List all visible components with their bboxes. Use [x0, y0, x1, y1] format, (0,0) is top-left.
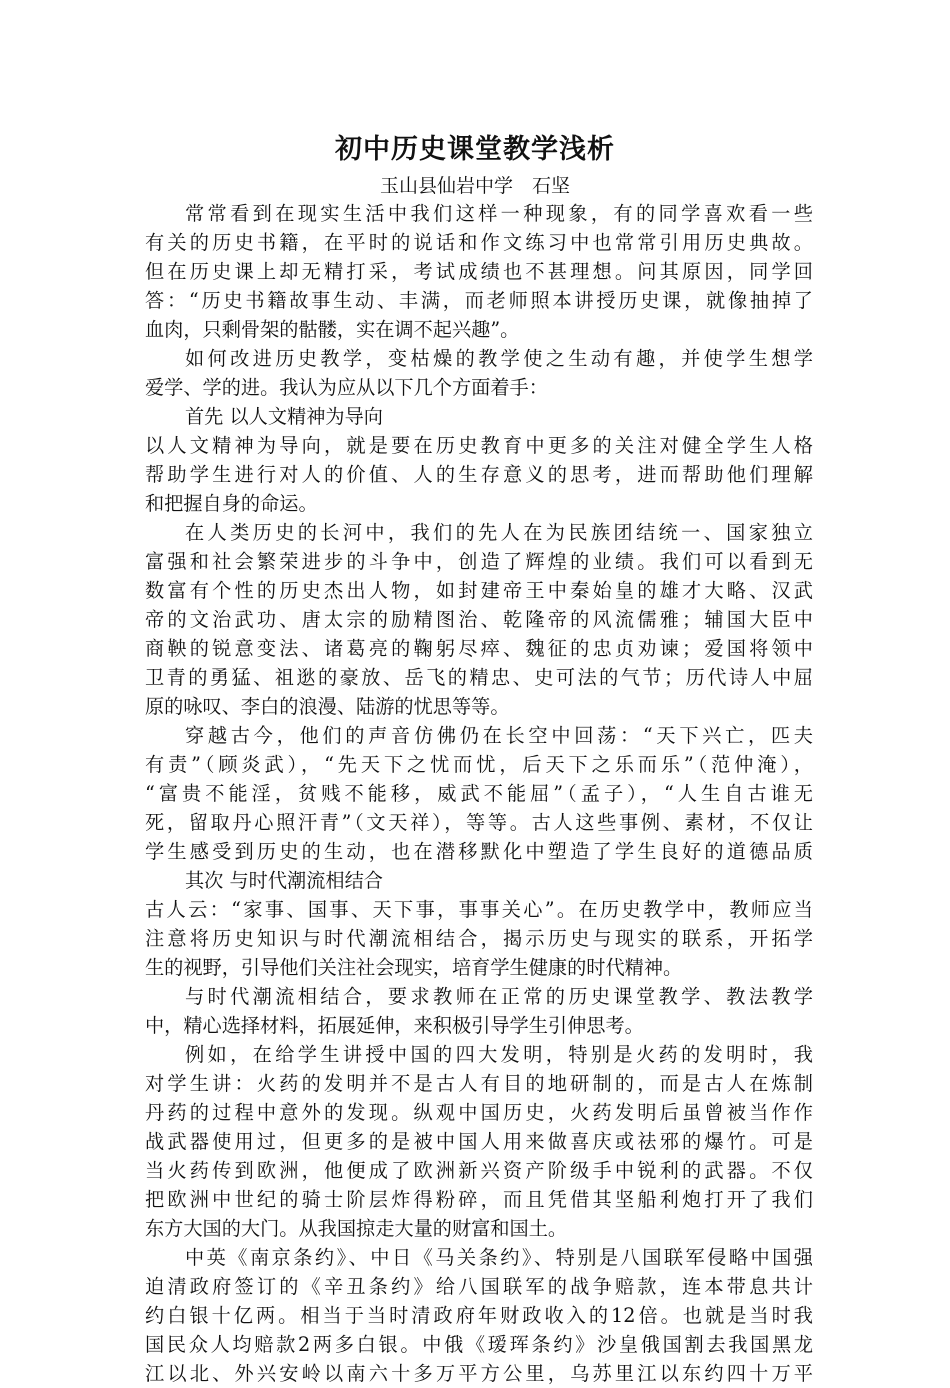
text-line: “富贵不能淫，贫贱不能移，威武不能屈”（孟子），“人生自古谁无 — [145, 782, 813, 805]
text-line: 和把握自身的命运。 — [145, 492, 318, 515]
document-body — [145, 199, 813, 1388]
text-line: 爱学、学的进。我认为应从以下几个方面着手： — [145, 376, 548, 399]
text-line: 东方大国的大门。从我国掠走大量的财富和国土。 — [145, 1217, 568, 1240]
text-line: 在人类历史的长河中，我们的先人在为民族团结统一、国家独立 — [185, 521, 813, 544]
text-line: 穿越古今，他们的声音仿佛仍在长空中回荡：“天下兴亡，匹夫 — [185, 724, 813, 747]
text-line: 约白银十亿两。相当于当时清政府年财政收入的12倍。也就是当时我 — [145, 1304, 813, 1327]
text-line: 有关的历史书籍，在平时的说话和作文练习中也常常引用历史典故。 — [145, 231, 813, 254]
text-line: 注意将历史知识与时代潮流相结合，揭示历史与现实的联系，开拓学 — [145, 927, 813, 950]
text-line: 常常看到在现实生活中我们这样一种现象，有的同学喜欢看一些 — [185, 202, 813, 225]
text-line: 中，精心选择材料，拓展延伸，来积极引导学生引伸思考。 — [145, 1014, 644, 1037]
author-byline: 玉山县仙岩中学 石坚 — [379, 175, 570, 197]
text-line: 血肉，只剩骨架的骷髅，实在调不起兴趣”。 — [145, 318, 520, 341]
text-line: 答：“历史书籍故事生动、丰满，而老师照本讲授历史课，就像抽掉了 — [145, 289, 813, 312]
text-line: 但在历史课上却无精打采，考试成绩也不甚理想。问其原因，同学回 — [145, 260, 813, 283]
text-line: 帮助学生进行对人的价值、人的生存意义的思考，进而帮助他们理解 — [145, 463, 813, 486]
text-line: 数富有个性的历史杰出人物，如封建帝王中秦始皇的雄才大略、汉武 — [145, 579, 813, 602]
text-line: 江以北、外兴安岭以南六十多万平方公里，乌苏里江以东约四十万平 — [145, 1362, 813, 1385]
text-line: 例如，在给学生讲授中国的四大发明，特别是火药的发明时，我 — [185, 1043, 813, 1066]
text-line: 帝的文治武功、唐太宗的励精图治、乾隆帝的风流儒雅；辅国大臣中 — [145, 608, 813, 631]
text-line: 中英《南京条约》、中日《马关条约》、特别是八国联军侵略中国强 — [185, 1246, 813, 1269]
text-line: 原的咏叹、李白的浪漫、陆游的忧思等等。 — [145, 695, 510, 718]
text-line: 学生感受到历史的生动，也在潜移默化中塑造了学生良好的道德品质 — [145, 840, 813, 863]
text-line: 战武器使用过，但更多的是被中国人用来做喜庆或祛邪的爆竹。可是 — [145, 1130, 813, 1153]
text-line: 国民众人均赔款2两多白银。中俄《瑷珲条约》沙皇俄国割去我国黑龙 — [145, 1333, 813, 1356]
section-heading: 首先 以人文精神为导向 — [185, 405, 383, 428]
text-line: 富强和社会繁荣进步的斗争中，创造了辉煌的业绩。我们可以看到无 — [145, 550, 813, 573]
text-line: 有责”（顾炎武），“先天下之忧而忧，后天下之乐而乐”（范仲淹）， — [145, 753, 813, 776]
text-line: 迫清政府签订的《辛丑条约》给八国联军的战争赔款，连本带息共计 — [145, 1275, 813, 1298]
text-line: 对学生讲：火药的发明并不是古人有目的地研制的，而是古人在炼制 — [145, 1072, 813, 1095]
text-line: 死，留取丹心照汗青”（文天祥），等等。古人这些事例、素材，不仅让 — [145, 811, 813, 834]
text-line: 以人文精神为导向，就是要在历史教育中更多的关注对健全学生人格 — [145, 434, 813, 457]
text-line: 古人云：“家事、国事、天下事，事事关心”。在历史教学中，教师应当 — [145, 898, 813, 921]
text-line: 商鞅的锐意变法、诸葛亮的鞠躬尽瘁、魏征的忠贞劝谏；爱国将领中 — [145, 637, 813, 660]
text-line: 与时代潮流相结合，要求教师在正常的历史课堂教学、教法教学 — [185, 985, 813, 1008]
text-line: 卫青的勇猛、祖逖的豪放、岳飞的精忠、史可法的气节；历代诗人中屈 — [145, 666, 813, 689]
text-line: 当火药传到欧洲，他便成了欧洲新兴资产阶级手中锐利的武器。不仅 — [145, 1159, 813, 1182]
document-title: 初中历史课堂教学浅析 — [335, 134, 615, 165]
section-heading: 其次 与时代潮流相结合 — [185, 869, 383, 892]
text-line: 生的视野，引导他们关注社会现实，培育学生健康的时代精神。 — [145, 956, 683, 979]
text-line: 丹药的过程中意外的发现。纵观中国历史，火药发明后虽曾被当作作 — [145, 1101, 813, 1124]
text-line: 如何改进历史教学，变枯燥的教学使之生动有趣，并使学生想学 — [185, 347, 813, 370]
text-line: 把欧洲中世纪的骑士阶层炸得粉碎，而且凭借其坚船利炮打开了我们 — [145, 1188, 813, 1211]
